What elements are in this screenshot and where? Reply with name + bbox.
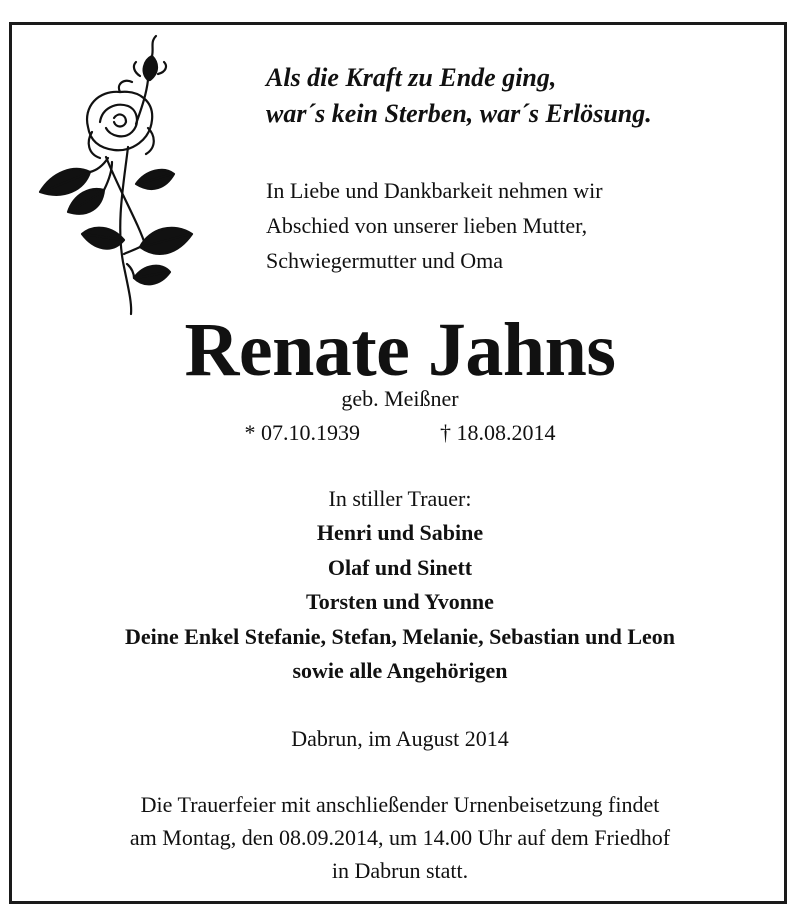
intro-line: In Liebe und Dankbarkeit nehmen wir [266,178,603,203]
funeral-line: am Montag, den 08.09.2014, um 14.00 Uhr auf dem Friedhof [129,825,671,850]
birth-name: geb. Meißner [341,386,459,411]
mourners-intro: In stiller Trauer: [328,486,472,511]
place-date: Dabrun, im August 2014 [291,726,509,751]
intro-text [266,173,766,278]
funeral-info [20,788,780,887]
deceased-name: Renate Jahns [184,308,616,392]
mourner-line: sowie alle Angehörigen [292,658,508,684]
motto-line: war´s kein Sterben, war´s Erlösung. [266,99,652,128]
mourners-block [0,482,800,688]
mourner-line: Henri und Sabine [316,520,484,546]
death-date: † 18.08.2014 [440,420,556,445]
intro-line: Schwiegermutter und Oma [266,248,504,273]
intro-line: Abschied von unserer lieben Mutter, [266,213,588,238]
motto-line: Als die Kraft zu Ende ging, [266,63,557,92]
funeral-line: Die Trauerfeier mit anschließender Urnenbeisetzung findet [140,792,660,817]
funeral-line: in Dabrun statt. [331,858,469,883]
rose-icon [28,32,203,317]
life-dates [0,418,800,448]
mourner-line: Olaf und Sinett [327,554,473,580]
mourner-line: Deine Enkel Stefanie, Stefan, Melanie, Sebastian und Leon [124,623,676,649]
birth-date: * 07.10.1939 [244,420,360,445]
mourner-line: Torsten und Yvonne [306,589,494,615]
motto [266,60,766,132]
